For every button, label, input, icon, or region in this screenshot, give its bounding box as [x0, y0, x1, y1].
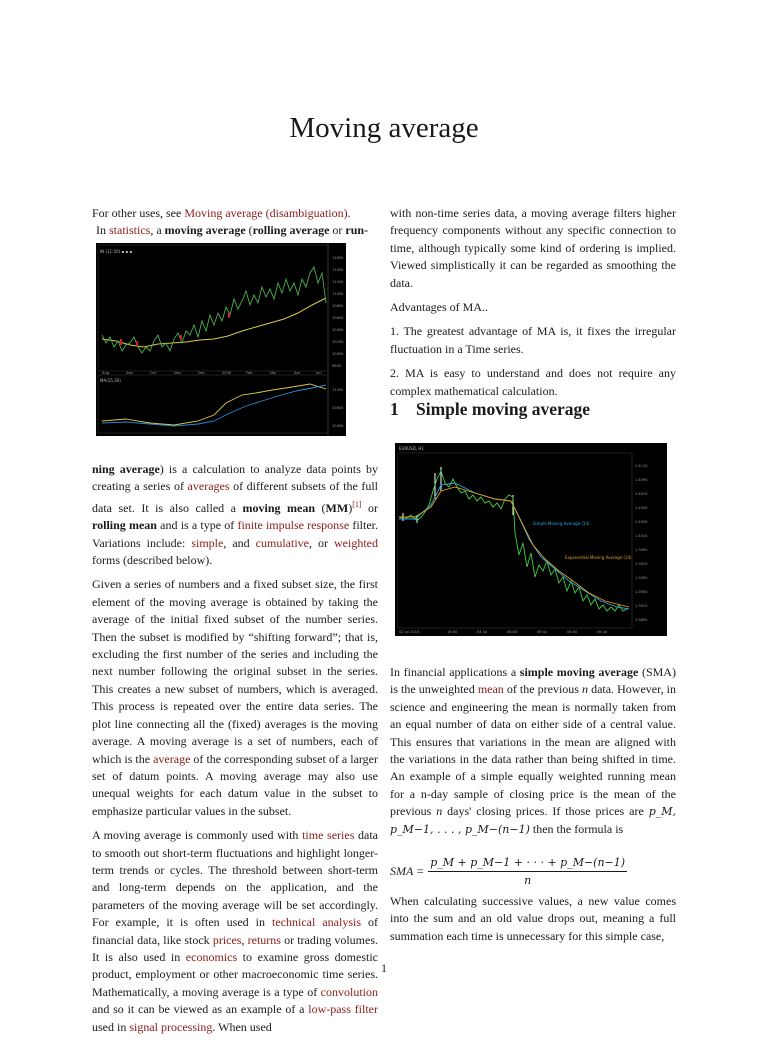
link-disambiguation[interactable]: Moving average (disambiguation) [184, 206, 348, 220]
svg-text:Feb: Feb [246, 371, 253, 375]
svg-text:Nov: Nov [174, 371, 182, 375]
link-weighted[interactable]: weighted [334, 535, 379, 550]
svg-text:2006: 2006 [222, 371, 232, 375]
disambiguation-note: For other uses, see Moving average (disambiguation). [92, 206, 351, 220]
svg-text:1.3950: 1.3950 [635, 576, 648, 580]
svg-text:Jun: Jun [316, 371, 322, 375]
advantage-1: 1. The greatest advantage of MA is, it fixes the irregular fluctuation in a Time series. [390, 324, 676, 356]
svg-text:Dec: Dec [198, 371, 205, 375]
svg-text:10400: 10400 [332, 328, 344, 332]
intro-line: In statistics, a moving average (rolling average or run- [96, 223, 369, 238]
page-title: Moving average [289, 112, 479, 144]
svg-text:16:00: 16:00 [447, 630, 458, 634]
left-column-bottom [92, 461, 378, 1043]
svg-text:Simple Moving Average (14): Simple Moving Average (14) [533, 521, 590, 526]
link-averages[interactable]: averages [187, 479, 230, 494]
svg-text:1.4090: 1.4090 [635, 478, 648, 482]
svg-text:IN (11:50) ▪ ▪ ▪: IN (11:50) ▪ ▪ ▪ [100, 249, 133, 254]
equation-numerator: p_M + p_M−1 + · · · + p_M−(n−1) [428, 856, 627, 872]
svg-text:11200: 11200 [332, 388, 344, 392]
svg-text:11600: 11600 [332, 256, 344, 260]
svg-text:10600: 10600 [332, 316, 344, 320]
svg-text:11000: 11000 [332, 292, 344, 296]
svg-text:1.3990: 1.3990 [635, 548, 648, 552]
svg-text:1.3910: 1.3910 [635, 604, 648, 608]
svg-text:Aug: Aug [102, 371, 110, 375]
svg-text:10800: 10800 [332, 406, 344, 410]
svg-text:10200: 10200 [332, 340, 344, 344]
svg-text:Mar: Mar [270, 371, 277, 375]
section-heading: 1 Simple moving average [390, 399, 591, 419]
non-time-series-paragraph: with non-time series data, a moving average filters higher frequency components without any specific connection to time, although typically some kind of ordering is implied. Viewed simplistically it can be regarded as smoothing the data. [390, 206, 676, 290]
link-average[interactable]: average [153, 751, 191, 766]
link-prices[interactable]: prices [212, 932, 242, 947]
equation-denominator: n [524, 874, 532, 887]
svg-text:Exponential Moving Average (14: Exponential Moving Average (14) [565, 555, 632, 560]
link-technical-analysis[interactable]: technical analysis [272, 915, 361, 930]
svg-text:9800: 9800 [332, 364, 342, 368]
forex-chart-figure [395, 443, 667, 636]
sma-equation [390, 856, 676, 887]
link-simple[interactable]: simple [191, 535, 224, 550]
svg-text:MA(15,30): MA(15,30) [100, 378, 121, 383]
svg-text:08:00: 08:00 [507, 630, 518, 634]
svg-text:1.4010: 1.4010 [635, 534, 648, 538]
usage-paragraph: A moving average is commonly used with time series data to smooth out short-term fluctuations and highlight longer-term trends or cycles. The threshold between short-term and long-term depends on the application, and the parameters of the moving average will be set accordingly. For example, it is often used in technical analysis of financial data, like stock prices, returns or trading volumes. It is also used in economics to examine gross domestic product, employment or other macroeconomic time series. Mathematically, a moving average is a type of convolution and so it can be viewed as an example of a low-pass filter used in signal processing. When used [92, 828, 379, 1034]
svg-text:Oct: Oct [150, 371, 157, 375]
citation-1[interactable]: [1] [352, 499, 362, 509]
svg-text:11400: 11400 [332, 268, 344, 272]
svg-text:11200: 11200 [332, 280, 344, 284]
svg-text:Sep: Sep [126, 371, 133, 375]
forex-chart-image [395, 443, 667, 636]
link-signal-processing[interactable]: signal processing [129, 1019, 213, 1034]
left-column-top [92, 205, 378, 240]
svg-text:1.3890: 1.3890 [635, 618, 648, 622]
link-cumulative[interactable]: cumulative [255, 535, 309, 550]
svg-text:1.4070: 1.4070 [635, 492, 648, 496]
successive-values-paragraph: When calculating successive values, a new value comes into the sum and an old value drops out, meaning a full summation each time is unnecessary for this simple case, [390, 894, 676, 943]
right-column-top [390, 205, 676, 407]
link-time-series[interactable]: time series [302, 828, 355, 843]
svg-text:06 Jul: 06 Jul [537, 630, 548, 634]
svg-text:EURUSD, H1: EURUSD, H1 [399, 446, 424, 451]
stock-chart-image [96, 243, 346, 436]
advantage-2: 2. MA is easy to understand and does not require any complex mathematical calculation. [390, 366, 676, 398]
svg-text:06 Jul: 06 Jul [597, 630, 608, 634]
svg-text:1.4110: 1.4110 [635, 464, 648, 468]
link-low-pass-filter[interactable]: low-pass filter [308, 1002, 379, 1017]
svg-text:1.3930: 1.3930 [635, 590, 648, 594]
sma-paragraph: In financial applications a simple moving average (SMA) is the unweighted mean of the previous n data. However, in science and engineering the mean is normally taken from an equal number of data on either side of a central value. This ensures that variations in the mean are aligned with the variations in the data rather than being shifted in time. An example of a simple equally weighted running mean for a n-day sample of closing price is the mean of the previous n days' closing prices. If those prices are p_M, p_M−1, . . . , p_M−(n−1) then the formula is [390, 665, 676, 836]
svg-text:04 Jul: 04 Jul [477, 630, 488, 634]
link-returns[interactable]: returns [247, 932, 281, 947]
link-convolution[interactable]: convolution [320, 984, 378, 999]
svg-text:10000: 10000 [332, 352, 344, 356]
svg-text:1.3970: 1.3970 [635, 562, 648, 566]
equation-lhs: SMA = [390, 864, 425, 878]
link-fir[interactable]: finite impulse response [237, 518, 350, 533]
link-mean[interactable]: mean [477, 682, 504, 697]
link-statistics[interactable]: statistics [109, 223, 151, 238]
link-economics[interactable]: economics [185, 949, 238, 964]
price-sequence-math: p_M, p_M−1, . . . , p_M−(n−1) [390, 805, 676, 836]
svg-text:10400: 10400 [332, 424, 344, 428]
intro-paragraph: ning average) is a calculation to analyze data points by creating a series of averages of different subsets of the full data set. It is also called a moving mean (MM)[1] or rolling mean and is a type of finite impulse response filter. Variations include: simple, and cumulative, or weighted forms (described below). [92, 462, 379, 568]
definition-paragraph: Given a series of numbers and a fixed subset size, the first element of the moving average is obtained by taking the average of the initial fixed subset of the number series. Then the subset is modified by “shifting forward”; that is, excluding the first number of the series and including the next number following the original subset in the series. This creates a new subset of numbers, which is averaged. This process is repeated over the entire data series. The plot line connecting all the (fixed) averages is the moving average. A moving average is a set of numbers, each of which is the average of the corresponding subset of a larger set of datum points. A moving average may also use unequal weights for each datum value in the subset to emphasize particular values in the subset. [92, 577, 379, 818]
svg-text:Apr: Apr [294, 371, 301, 375]
page-number: 1 [381, 961, 387, 975]
svg-text:10800: 10800 [332, 304, 344, 308]
right-column-end [390, 893, 676, 952]
stock-chart-figure [96, 243, 346, 436]
svg-text:08:00: 08:00 [567, 630, 578, 634]
svg-text:1.4030: 1.4030 [635, 520, 648, 524]
svg-text:02 Jul 2010: 02 Jul 2010 [399, 630, 420, 634]
right-column-bottom [390, 664, 676, 845]
advantages-heading: Advantages of MA.. [390, 300, 488, 315]
svg-text:1.4050: 1.4050 [635, 506, 648, 510]
